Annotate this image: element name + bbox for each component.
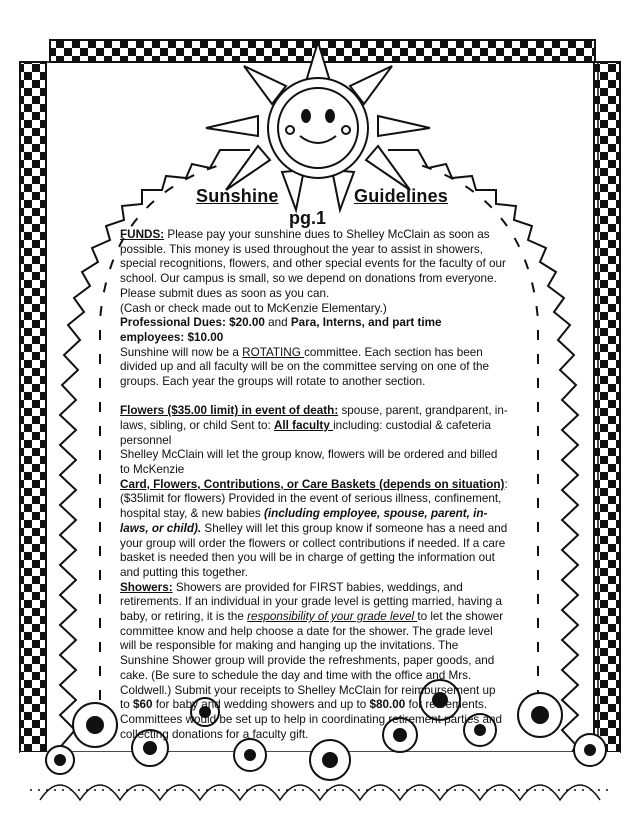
cards-paragraph	[120, 478, 508, 581]
cards-text1: ($35limit for flowers) Provided in the event of serious illness, confinement, hospital stay, & new babies	[120, 492, 502, 521]
cards-colon: :	[504, 477, 508, 491]
title-sunshine: Sunshine	[196, 186, 279, 206]
title-guidelines: Guidelines	[354, 186, 449, 206]
page-number: pg.1	[289, 208, 327, 228]
dues-paragraph	[120, 316, 508, 345]
para-dues: Para, Interns, and part time employees: $10.00	[120, 316, 442, 344]
cards-label: Card, Flowers, Contributions, or Care Baskets (depends on situation)	[120, 477, 505, 491]
cards-emphasis: (including employee, spouse, parent, in-laws, or child).	[120, 507, 488, 535]
flowers-label: Flowers ($35.00 limit) in event of death:	[120, 404, 339, 418]
all-faculty: All faculty	[273, 418, 334, 432]
showers-text4: for retirements.	[405, 698, 488, 712]
flowers-rest: including: custodial & cafeteria personnel	[120, 418, 491, 447]
rotating-before: Sunshine will now be a	[120, 345, 243, 359]
showers-label: Showers:	[120, 580, 173, 594]
spacer	[120, 390, 508, 405]
pro-dues: Professional Dues: $20.00	[120, 316, 265, 330]
flowers-note: Shelley McClain will let the group know, flowers will be ordered and billed to McKenzie	[120, 448, 498, 477]
showers-paragraph	[120, 581, 508, 713]
amount-80: $80.00	[369, 698, 406, 712]
cash-note: (Cash or check made out to McKenzie Elementary.)	[120, 301, 387, 315]
flowers-paragraph	[120, 404, 508, 448]
rotating-after: committee. Each section has been divided up and all faculty will be on the committee serving on one of the groups. Each year the groups will rotate to another section.	[120, 345, 490, 389]
document-body	[120, 228, 508, 742]
showers-text3: for baby and wedding showers and up to	[152, 698, 370, 712]
flowers-text: spouse, parent, grandparent, in-laws, sibling, or child Sent to:	[120, 404, 508, 432]
committees-paragraph: Committees would be set up to help in coordinating retirement parties and collecting donations for a faculty gift.	[120, 713, 503, 741]
showers-text1: Showers are provided for FIRST babies, weddings, and retirements. If an individual in your grade level is getting married, having a baby, or retiring, it is the	[120, 580, 502, 624]
sun-icon	[206, 42, 430, 210]
rotating-paragraph	[120, 346, 508, 390]
rotating-word: ROTATING	[242, 345, 305, 359]
responsibility-text: responsibility of your grade level	[247, 610, 418, 624]
funds-label: FUNDS:	[120, 228, 165, 241]
funds-paragraph	[120, 228, 508, 302]
dues-and: and	[264, 316, 291, 330]
funds-text: Please pay your sunshine dues to Shelley McClain as soon as possible. This money is used throughout the year to assist in showers, special recognitions, flowers, and other special events for the faculty of our school. Our campus is small, so we depend on donations from everyone. Please submit dues as soon as you can.	[120, 228, 506, 300]
cards-text2: Shelley will let this group know if someone has a need and your group will order the flowers or collect contributions if needed. If a care basket is needed then you will be in charge of getting the information out and putting this together.	[120, 521, 508, 579]
showers-text2: to let the shower committee know and help choose a date for the shower. The grade level will be responsible for making and hanging up the invitations. The Sunshine Shower group will provide the refreshments, paper goods, and cake. (Be sure to schedule the day and time with the office and Mrs. Coldwell.) Submit your receipts to Shelley McClain for reimbursement up to	[120, 610, 504, 712]
amount-60: $60	[133, 698, 153, 712]
